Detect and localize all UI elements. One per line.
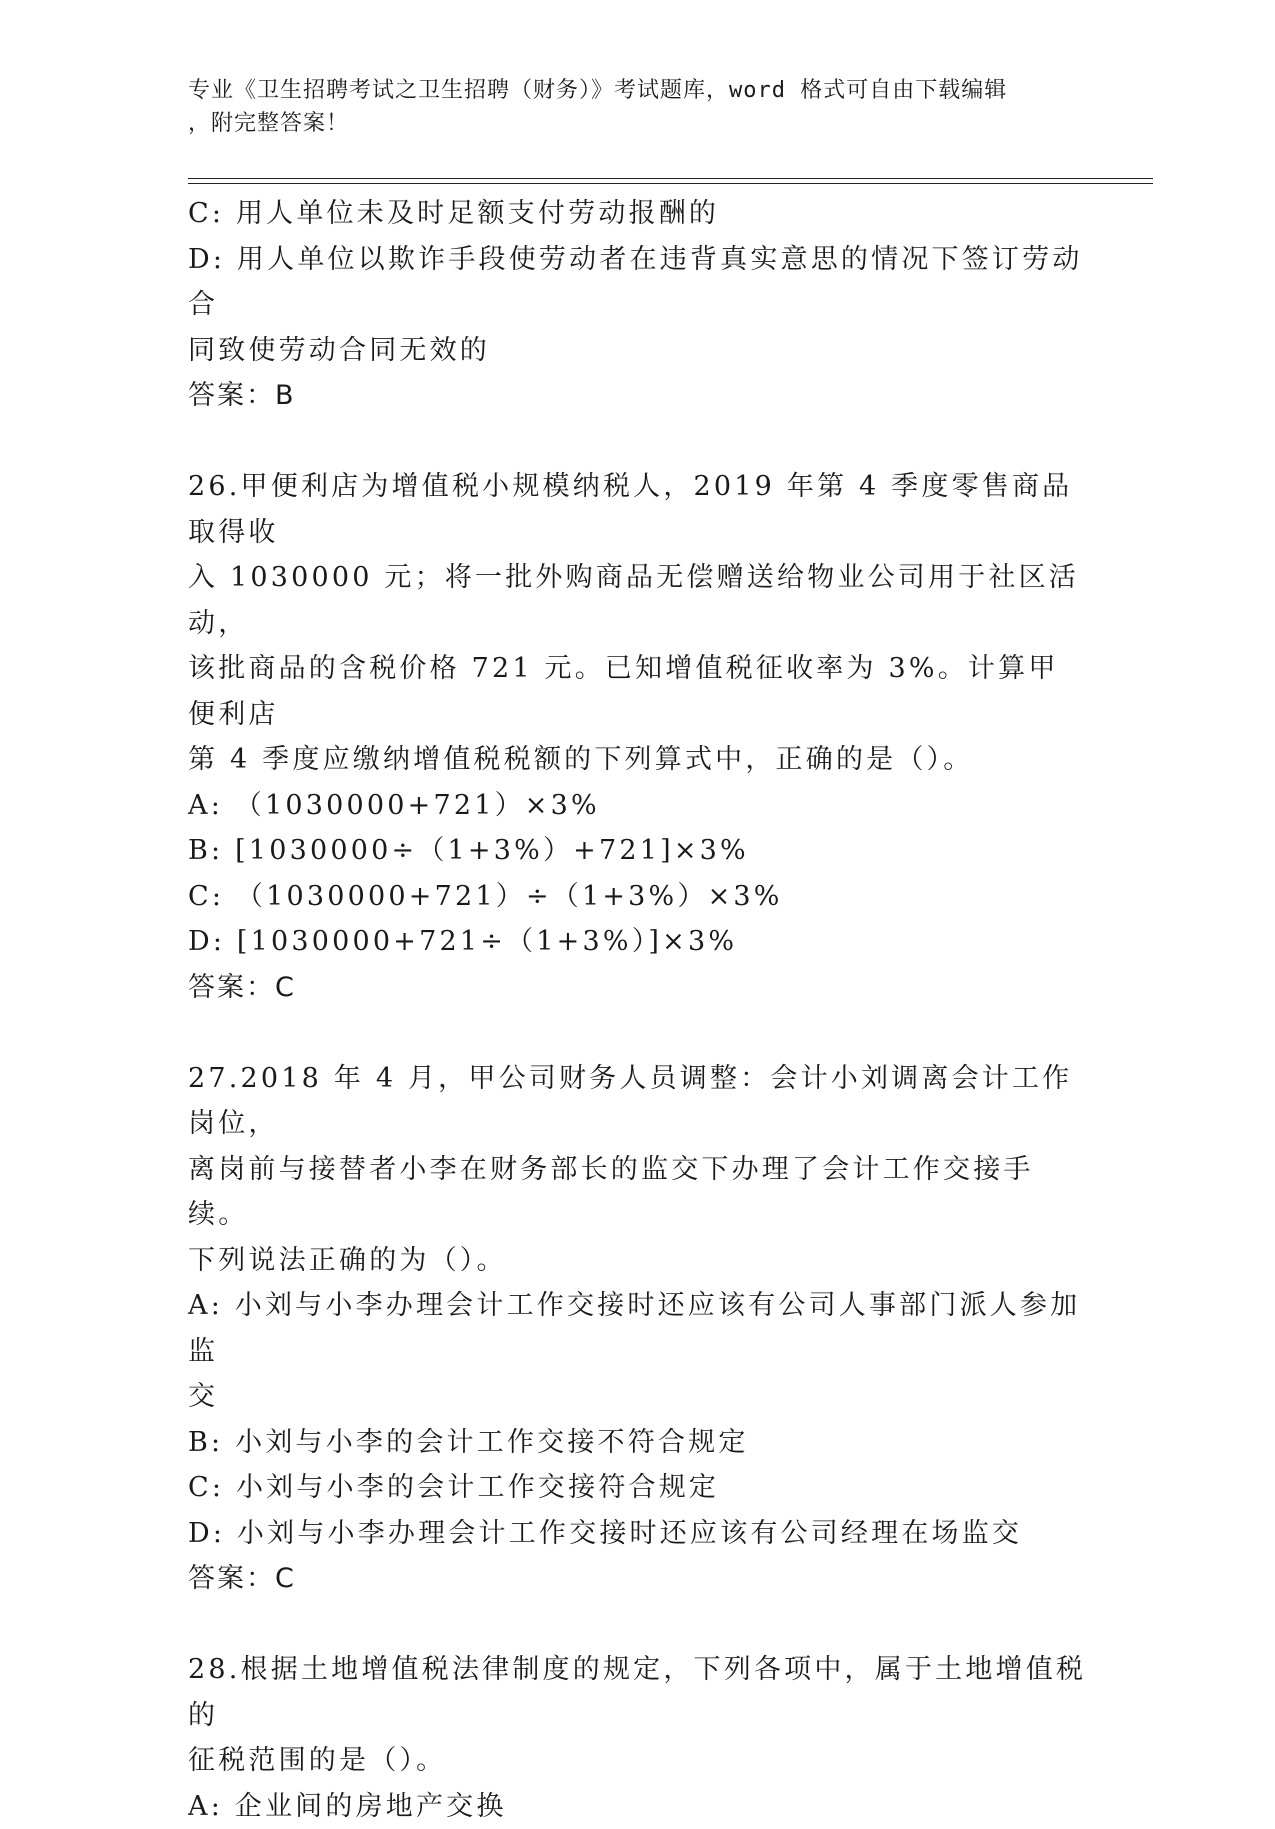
q26-option-b: B: [1030000÷（1+3%）+721]×3% xyxy=(188,828,1088,874)
q26-option-d: D: [1030000+721÷（1+3%）]×3% xyxy=(188,919,1088,965)
q26-answer: 答案：C xyxy=(188,965,1088,1011)
document-header xyxy=(188,74,1088,140)
q26-stem-line-2: 入 1030000 元；将一批外购商品无偿赠送给物业公司用于社区活动， xyxy=(188,555,1088,646)
q27-stem-line-3: 下列说法正确的为（）。 xyxy=(188,1238,1088,1284)
header-line-1: 专业《卫生招聘考试之卫生招聘（财务）》考试题库，word 格式可自由下载编辑 xyxy=(188,74,1088,107)
q26-stem-line-4: 第 4 季度应缴纳增值税税额的下列算式中，正确的是（）。 xyxy=(188,737,1088,783)
q27-option-c: C: 小刘与小李的会计工作交接符合规定 xyxy=(188,1465,1088,1511)
spacer xyxy=(188,1010,1088,1056)
q27-option-d: D: 小刘与小李办理会计工作交接时还应该有公司经理在场监交 xyxy=(188,1511,1088,1557)
q27-option-a-line-1: A: 小刘与小李办理会计工作交接时还应该有公司人事部门派人参加监 xyxy=(188,1283,1088,1374)
q27-stem-line-1: 27.2018 年 4 月，甲公司财务人员调整：会计小刘调离会计工作岗位， xyxy=(188,1056,1088,1147)
q27-option-b: B: 小刘与小李的会计工作交接不符合规定 xyxy=(188,1420,1088,1466)
q25-option-d-line-1: D: 用人单位以欺诈手段使劳动者在违背真实意思的情况下签订劳动合 xyxy=(188,237,1088,328)
q27-option-a-line-2: 交 xyxy=(188,1374,1088,1420)
header-rule-top xyxy=(188,178,1153,179)
question-28 xyxy=(188,1647,1088,1829)
question-27 xyxy=(188,1056,1088,1602)
header-rule-bottom xyxy=(188,183,1153,184)
q28-option-a: A: 企业间的房地产交换 xyxy=(188,1784,1088,1829)
q26-option-c: C: （1030000+721）÷（1+3%）×3% xyxy=(188,874,1088,920)
question-26 xyxy=(188,464,1088,1010)
q26-option-a: A: （1030000+721）×3% xyxy=(188,783,1088,829)
document-body xyxy=(188,191,1088,1829)
header-line-2: ，附完整答案！ xyxy=(188,107,1088,140)
q26-stem-line-1: 26.甲便利店为增值税小规模纳税人，2019 年第 4 季度零售商品取得收 xyxy=(188,464,1088,555)
q26-stem-line-3: 该批商品的含税价格 721 元。已知增值税征收率为 3%。计算甲便利店 xyxy=(188,646,1088,737)
q25-answer: 答案：B xyxy=(188,373,1088,419)
q25-option-c: C: 用人单位未及时足额支付劳动报酬的 xyxy=(188,191,1088,237)
q27-answer: 答案：C xyxy=(188,1556,1088,1602)
q28-stem-line-1: 28.根据土地增值税法律制度的规定，下列各项中，属于土地增值税的 xyxy=(188,1647,1088,1738)
q28-stem-line-2: 征税范围的是（）。 xyxy=(188,1738,1088,1784)
spacer xyxy=(188,1602,1088,1648)
spacer xyxy=(188,419,1088,465)
q25-option-d-line-2: 同致使劳动合同无效的 xyxy=(188,328,1088,374)
q27-stem-line-2: 离岗前与接替者小李在财务部长的监交下办理了会计工作交接手续。 xyxy=(188,1147,1088,1238)
question-25 xyxy=(188,191,1088,419)
